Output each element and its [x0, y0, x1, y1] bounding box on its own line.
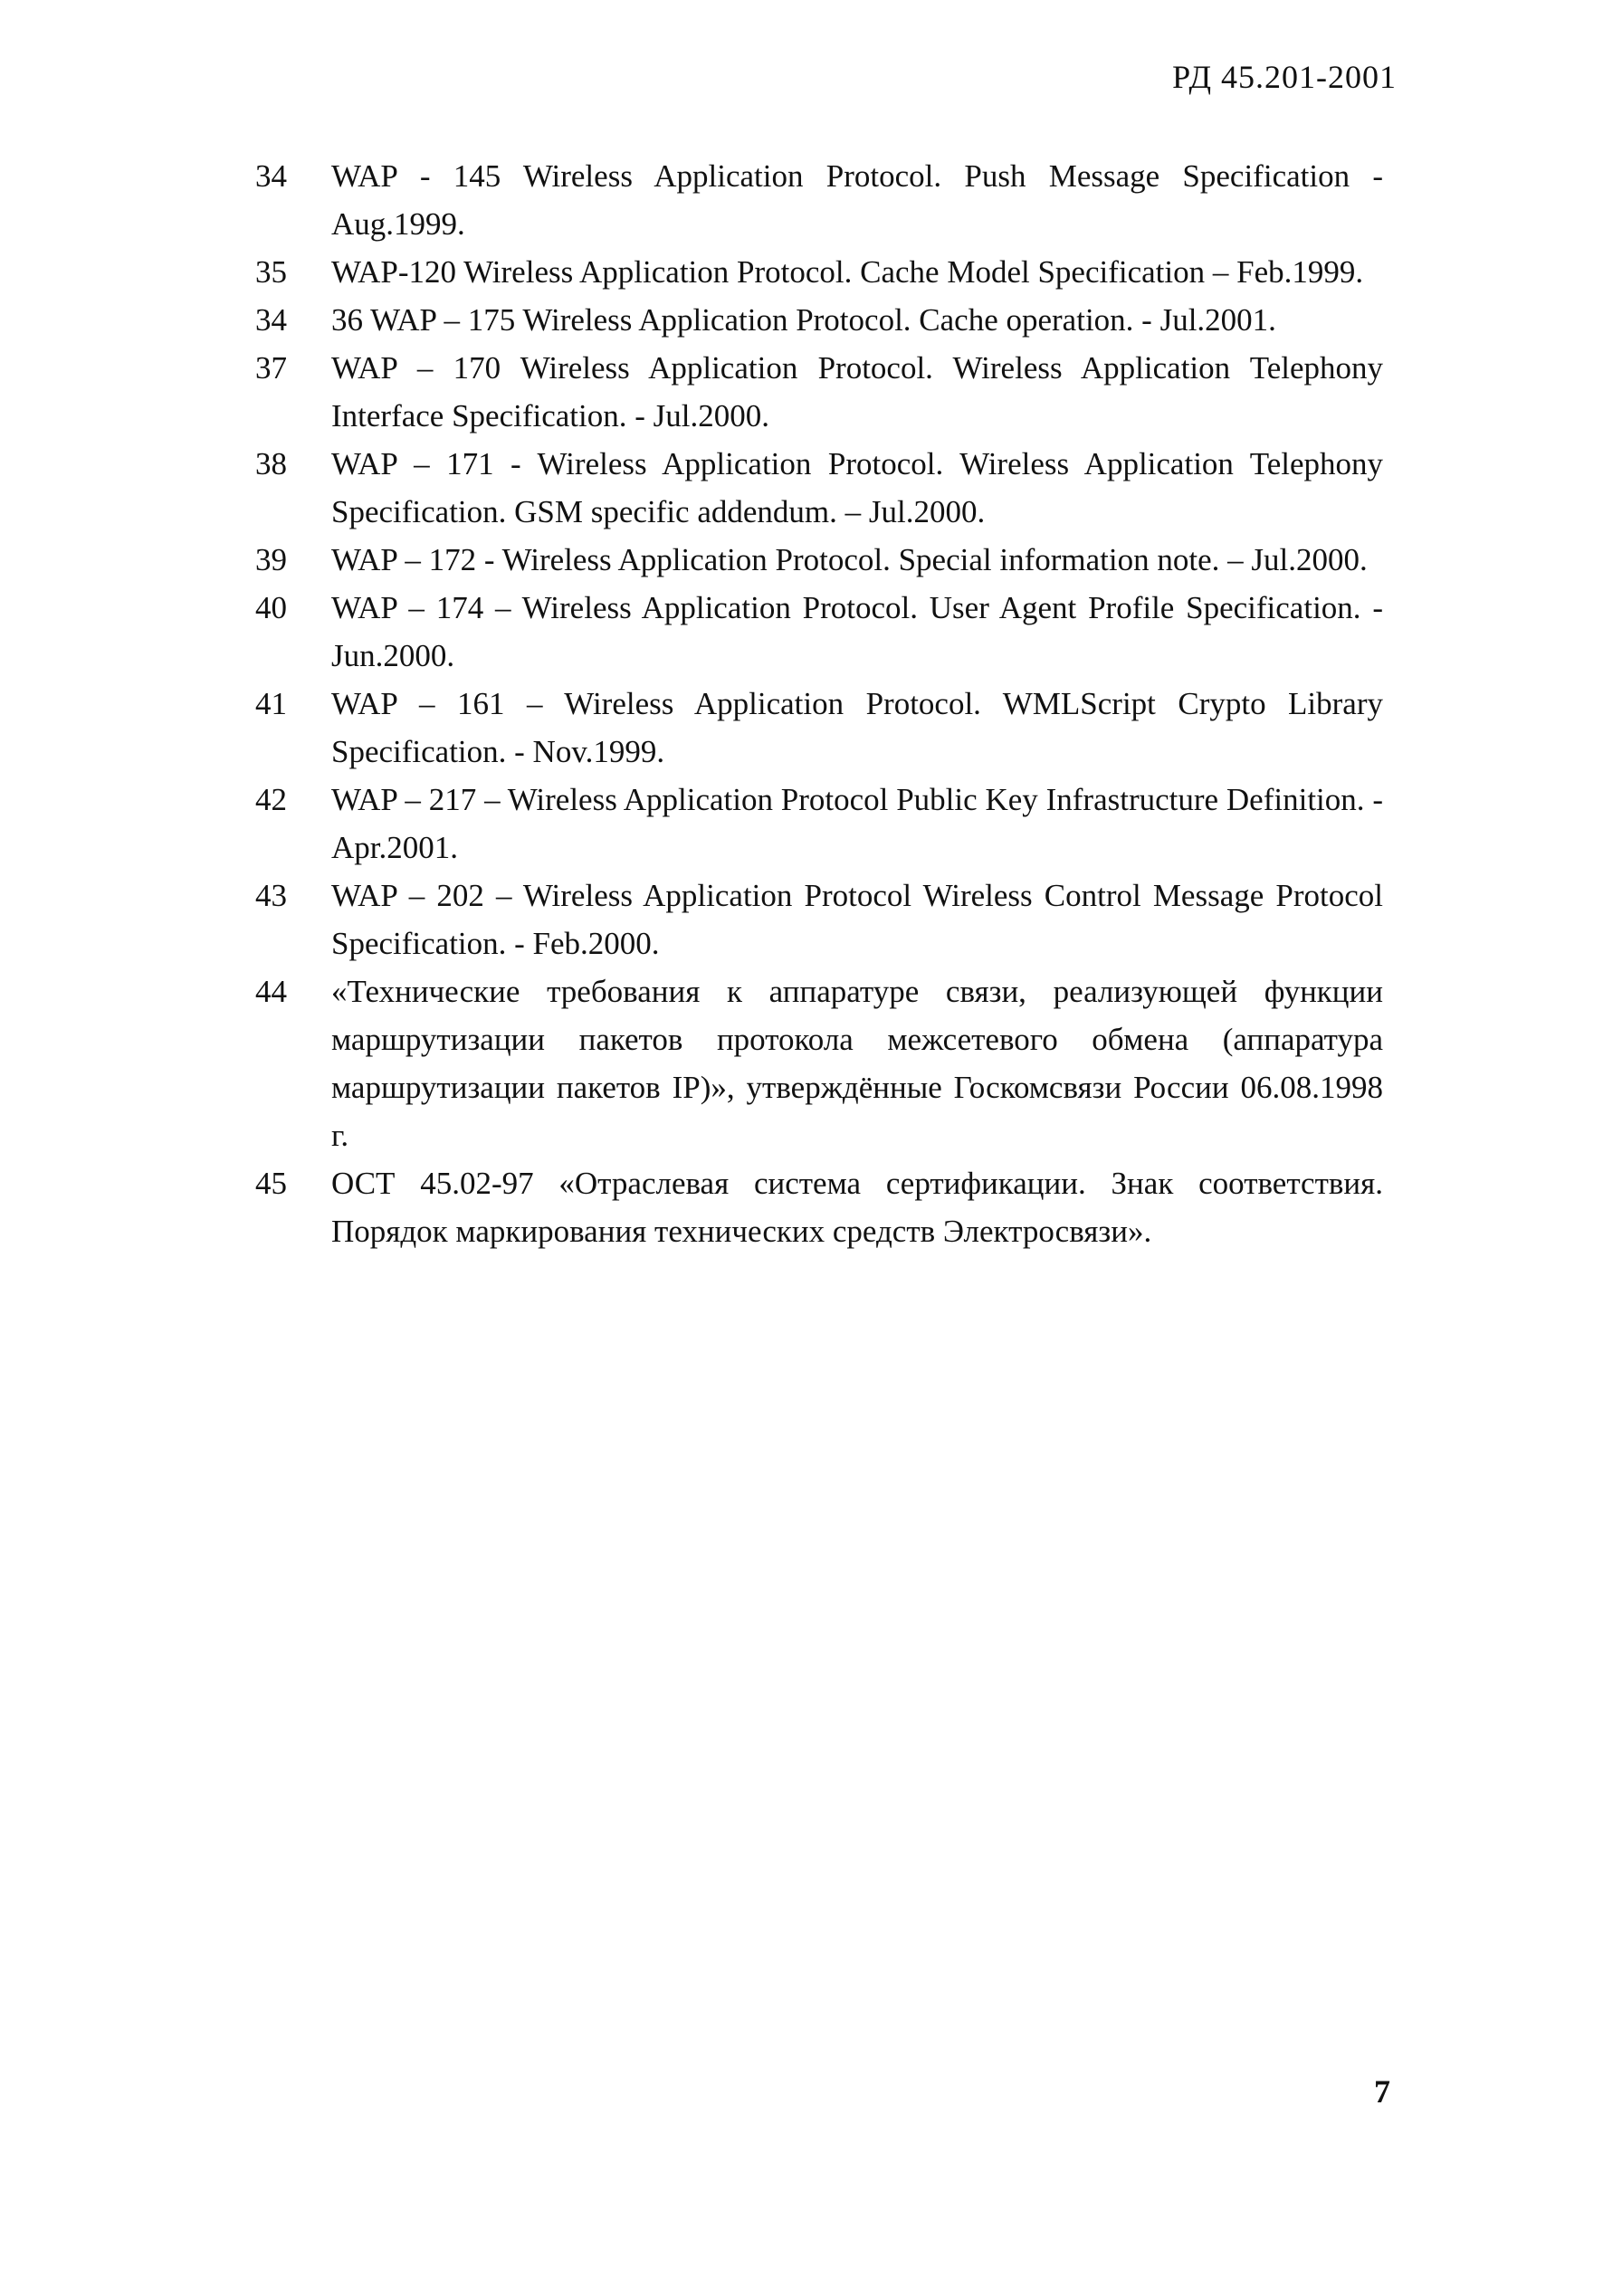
reference-item	[255, 967, 1383, 1159]
reference-item	[255, 248, 1383, 296]
reference-number: 40	[255, 590, 287, 625]
reference-number: 39	[255, 542, 287, 577]
reference-number: 38	[255, 446, 287, 481]
reference-item	[255, 440, 1383, 536]
reference-item	[255, 296, 1383, 344]
reference-text: 36 WAP – 175 Wireless Application Protocol. Cache operation. - Jul.2001.	[331, 302, 1276, 338]
reference-number: 34	[255, 158, 287, 194]
reference-number: 42	[255, 782, 287, 817]
document-code-header: РД 45.201-2001	[1172, 59, 1397, 95]
reference-text: «Технические требования к аппаратуре связи, реализующей функции маршрутизации пакетов протокола межсетевого обмена (аппаратура маршрутизации пакетов IP)», утверждённые Госкомсвязи России 06.08.1998 г.	[331, 974, 1383, 1153]
reference-text: WAP – 172 - Wireless Application Protocol. Special information note. – Jul.2000.	[331, 542, 1368, 577]
reference-item	[255, 344, 1383, 440]
reference-number: 44	[255, 974, 287, 1009]
reference-number: 35	[255, 254, 287, 290]
reference-item	[255, 152, 1383, 248]
reference-text: WAP – 171 - Wireless Application Protocol. Wireless Application Telephony Specification. GSM specific addendum. – Jul.2000.	[331, 446, 1383, 529]
reference-text: WAP – 217 – Wireless Application Protocol Public Key Infrastructure Definition. - Apr.2001.	[331, 782, 1383, 865]
reference-item	[255, 680, 1383, 776]
reference-text: WAP - 145 Wireless Application Protocol. Push Message Specification - Aug.1999.	[331, 158, 1383, 242]
reference-number: 41	[255, 686, 287, 721]
reference-number: 34	[255, 302, 287, 338]
reference-item	[255, 776, 1383, 872]
reference-number: 43	[255, 878, 287, 913]
reference-item	[255, 536, 1383, 584]
reference-text: WAP-120 Wireless Application Protocol. Cache Model Specification – Feb.1999.	[331, 254, 1364, 290]
page-number: 7	[1374, 2073, 1390, 2110]
reference-number: 45	[255, 1166, 287, 1201]
reference-text: WAP – 202 – Wireless Application Protocol Wireless Control Message Protocol Specification. - Feb.2000.	[331, 878, 1383, 961]
reference-text: WAP – 161 – Wireless Application Protocol. WMLScript Crypto Library Specification. - Nov.1999.	[331, 686, 1383, 769]
reference-text: WAP – 170 Wireless Application Protocol. Wireless Application Telephony Interface Specification. - Jul.2000.	[331, 350, 1383, 433]
reference-list	[255, 152, 1383, 1255]
reference-number: 37	[255, 350, 287, 386]
reference-item	[255, 584, 1383, 680]
reference-text: ОСТ 45.02-97 «Отраслевая система сертификации. Знак соответствия. Порядок маркирования технических средств Электросвязи».	[331, 1166, 1383, 1249]
reference-item	[255, 1159, 1383, 1255]
reference-text: WAP – 174 – Wireless Application Protocol. User Agent Profile Specification. - Jun.2000.	[331, 590, 1383, 673]
reference-item	[255, 872, 1383, 967]
